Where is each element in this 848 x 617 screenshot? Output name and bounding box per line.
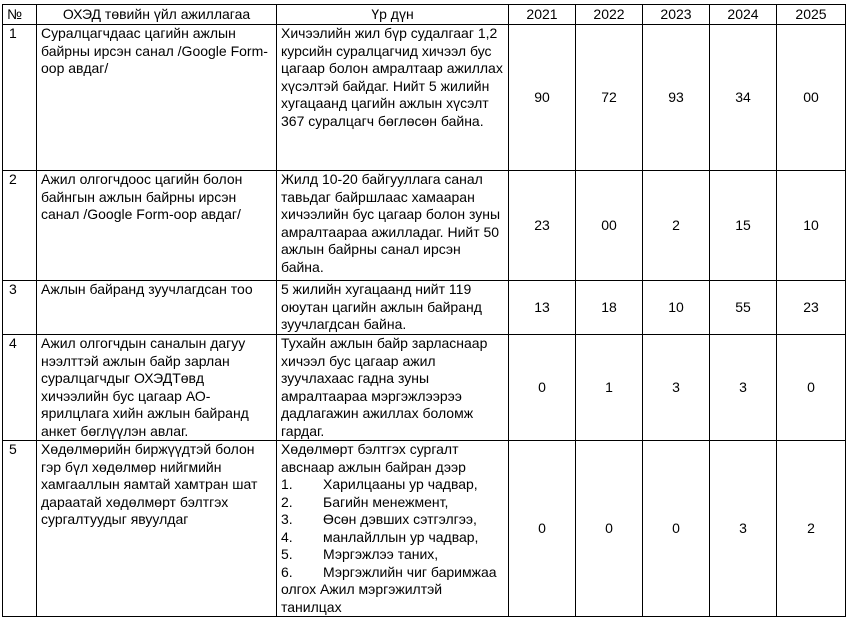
table-row	[3, 171, 846, 281]
value-2025: 00	[777, 25, 846, 171]
result-cell: Жилд 10-20 байгууллага санал тавьдаг байршлаас хамааран хичээлийн бус цагаар болон зуны амралтаараа ажилладаг. Нийт 50 ажлын байрны санал ирсэн байна.	[277, 171, 509, 281]
list-item-number: 6.	[281, 563, 293, 580]
list-item-text: Өсөн дэвших сэтгэлгээ,	[323, 511, 477, 527]
list-item-number: 1.	[281, 476, 293, 492]
list-item	[281, 529, 504, 547]
result-cell: Хичээлийн жил бүр судалгааг 1,2 курсийн суралцагчид хичээл бус цагаар болон амралтаар ажиллах хүсэлтэй байдаг. Нийт 5 жилийн хугацаанд цагийн ажлын хүсэлт 367 суралцагч бөглөсөн байна.	[277, 25, 509, 171]
list-item-text: манлайллын ур чадвар,	[323, 528, 479, 545]
activity-cell: Ажил олгогчдын саналын дагуу нээлттэй ажлын байр зарлан суралцагчдыг ОХЭДТөвд хичээлийн бус цагаар АО-ярилцлага хийн ажлын байранд анкет бөглүүлэн авлаг.	[37, 335, 277, 441]
list-item-text: Мэргэжлээ таних,	[323, 546, 439, 562]
row-number: 1	[3, 25, 37, 171]
value-2022: 0	[576, 441, 643, 617]
table-row	[3, 441, 846, 617]
result-cell	[277, 441, 509, 617]
value-2023: 93	[643, 25, 710, 171]
list-item-number: 5.	[281, 546, 293, 562]
list-item-text: Багийн менежмент,	[323, 493, 449, 510]
row-number: 4	[3, 335, 37, 441]
header-2022: 2022	[576, 5, 643, 25]
value-2023: 2	[643, 171, 710, 281]
header-2024: 2024	[710, 5, 777, 25]
activity-table	[2, 4, 846, 617]
activity-cell: Ажлын байранд зуучлагдсан тоо	[37, 281, 277, 335]
value-2021: 0	[509, 441, 576, 617]
list-item-text: Харилцааны ур чадвар,	[323, 476, 478, 492]
table-row	[3, 281, 846, 335]
header-result: Үр дүн	[277, 5, 509, 25]
list-item-text: Мэргэжлийн чиг баримжаа олгох Ажил мэргэжилтэй танилцах	[281, 563, 497, 615]
value-2021: 90	[509, 25, 576, 171]
list-item	[281, 494, 504, 512]
value-2022: 18	[576, 281, 643, 335]
value-2021: 23	[509, 171, 576, 281]
activity-cell: Хөдөлмөрийн биржүүдтэй болон гэр бүл хөдөлмөр нийгмийн хамгааллын яамтай хамтран шат дараатай хөдөлмөрт бэлтгэх сургалтуудыг явуулдаг	[37, 441, 277, 617]
value-2025: 23	[777, 281, 846, 335]
value-2025: 10	[777, 171, 846, 281]
list-item-number: 4.	[281, 528, 293, 545]
row-number: 5	[3, 441, 37, 617]
header-activity: ОХЭД төвийн үйл ажиллагаа	[37, 5, 277, 25]
value-2021: 0	[509, 335, 576, 441]
list-item-number: 2.	[281, 493, 293, 510]
list-item	[281, 546, 504, 564]
header-row	[3, 5, 846, 25]
value-2024: 15	[710, 171, 777, 281]
activity-cell: Ажил олгогчдоос цагийн болон байнгын ажлын байрны ирсэн санал /Google Form-оор авдаг/	[37, 171, 277, 281]
result-cell: 5 жилийн хугацаанд нийт 119 оюутан цагийн ажлын байранд зуучлагдсан байна.	[277, 281, 509, 335]
value-2024: 3	[710, 441, 777, 617]
table-row	[3, 25, 846, 171]
value-2025: 0	[777, 335, 846, 441]
value-2021: 13	[509, 281, 576, 335]
header-2025: 2025	[777, 5, 846, 25]
header-2023: 2023	[643, 5, 710, 25]
list-item-number: 3.	[281, 511, 293, 527]
list-item	[281, 476, 504, 494]
row-number: 2	[3, 171, 37, 281]
value-2022: 72	[576, 25, 643, 171]
value-2024: 3	[710, 335, 777, 441]
result-list	[281, 476, 504, 616]
header-2021: 2021	[509, 5, 576, 25]
result-intro: Хөдөлмөрт бэлтгэх сургалт авснаар ажлын байран дээр	[281, 441, 466, 475]
activity-cell: Суралцагчдаас цагийн ажлын байрны ирсэн санал /Google Form-оор авдаг/	[37, 25, 277, 171]
row-number: 3	[3, 281, 37, 335]
result-cell: Тухайн ажлын байр зарласнаар хичээл бус цагаар ажил зуучлахаас гадна зуны амралтаараа мэргэжлээрээ дадлагажин ажиллах боломж гардаг.	[277, 335, 509, 441]
list-item	[281, 511, 504, 529]
value-2023: 0	[643, 441, 710, 617]
value-2022: 00	[576, 171, 643, 281]
header-no: №	[3, 5, 37, 25]
table-row	[3, 335, 846, 441]
value-2022: 1	[576, 335, 643, 441]
list-item	[281, 564, 504, 617]
value-2025: 2	[777, 441, 846, 617]
value-2023: 10	[643, 281, 710, 335]
value-2024: 34	[710, 25, 777, 171]
value-2023: 3	[643, 335, 710, 441]
value-2024: 55	[710, 281, 777, 335]
